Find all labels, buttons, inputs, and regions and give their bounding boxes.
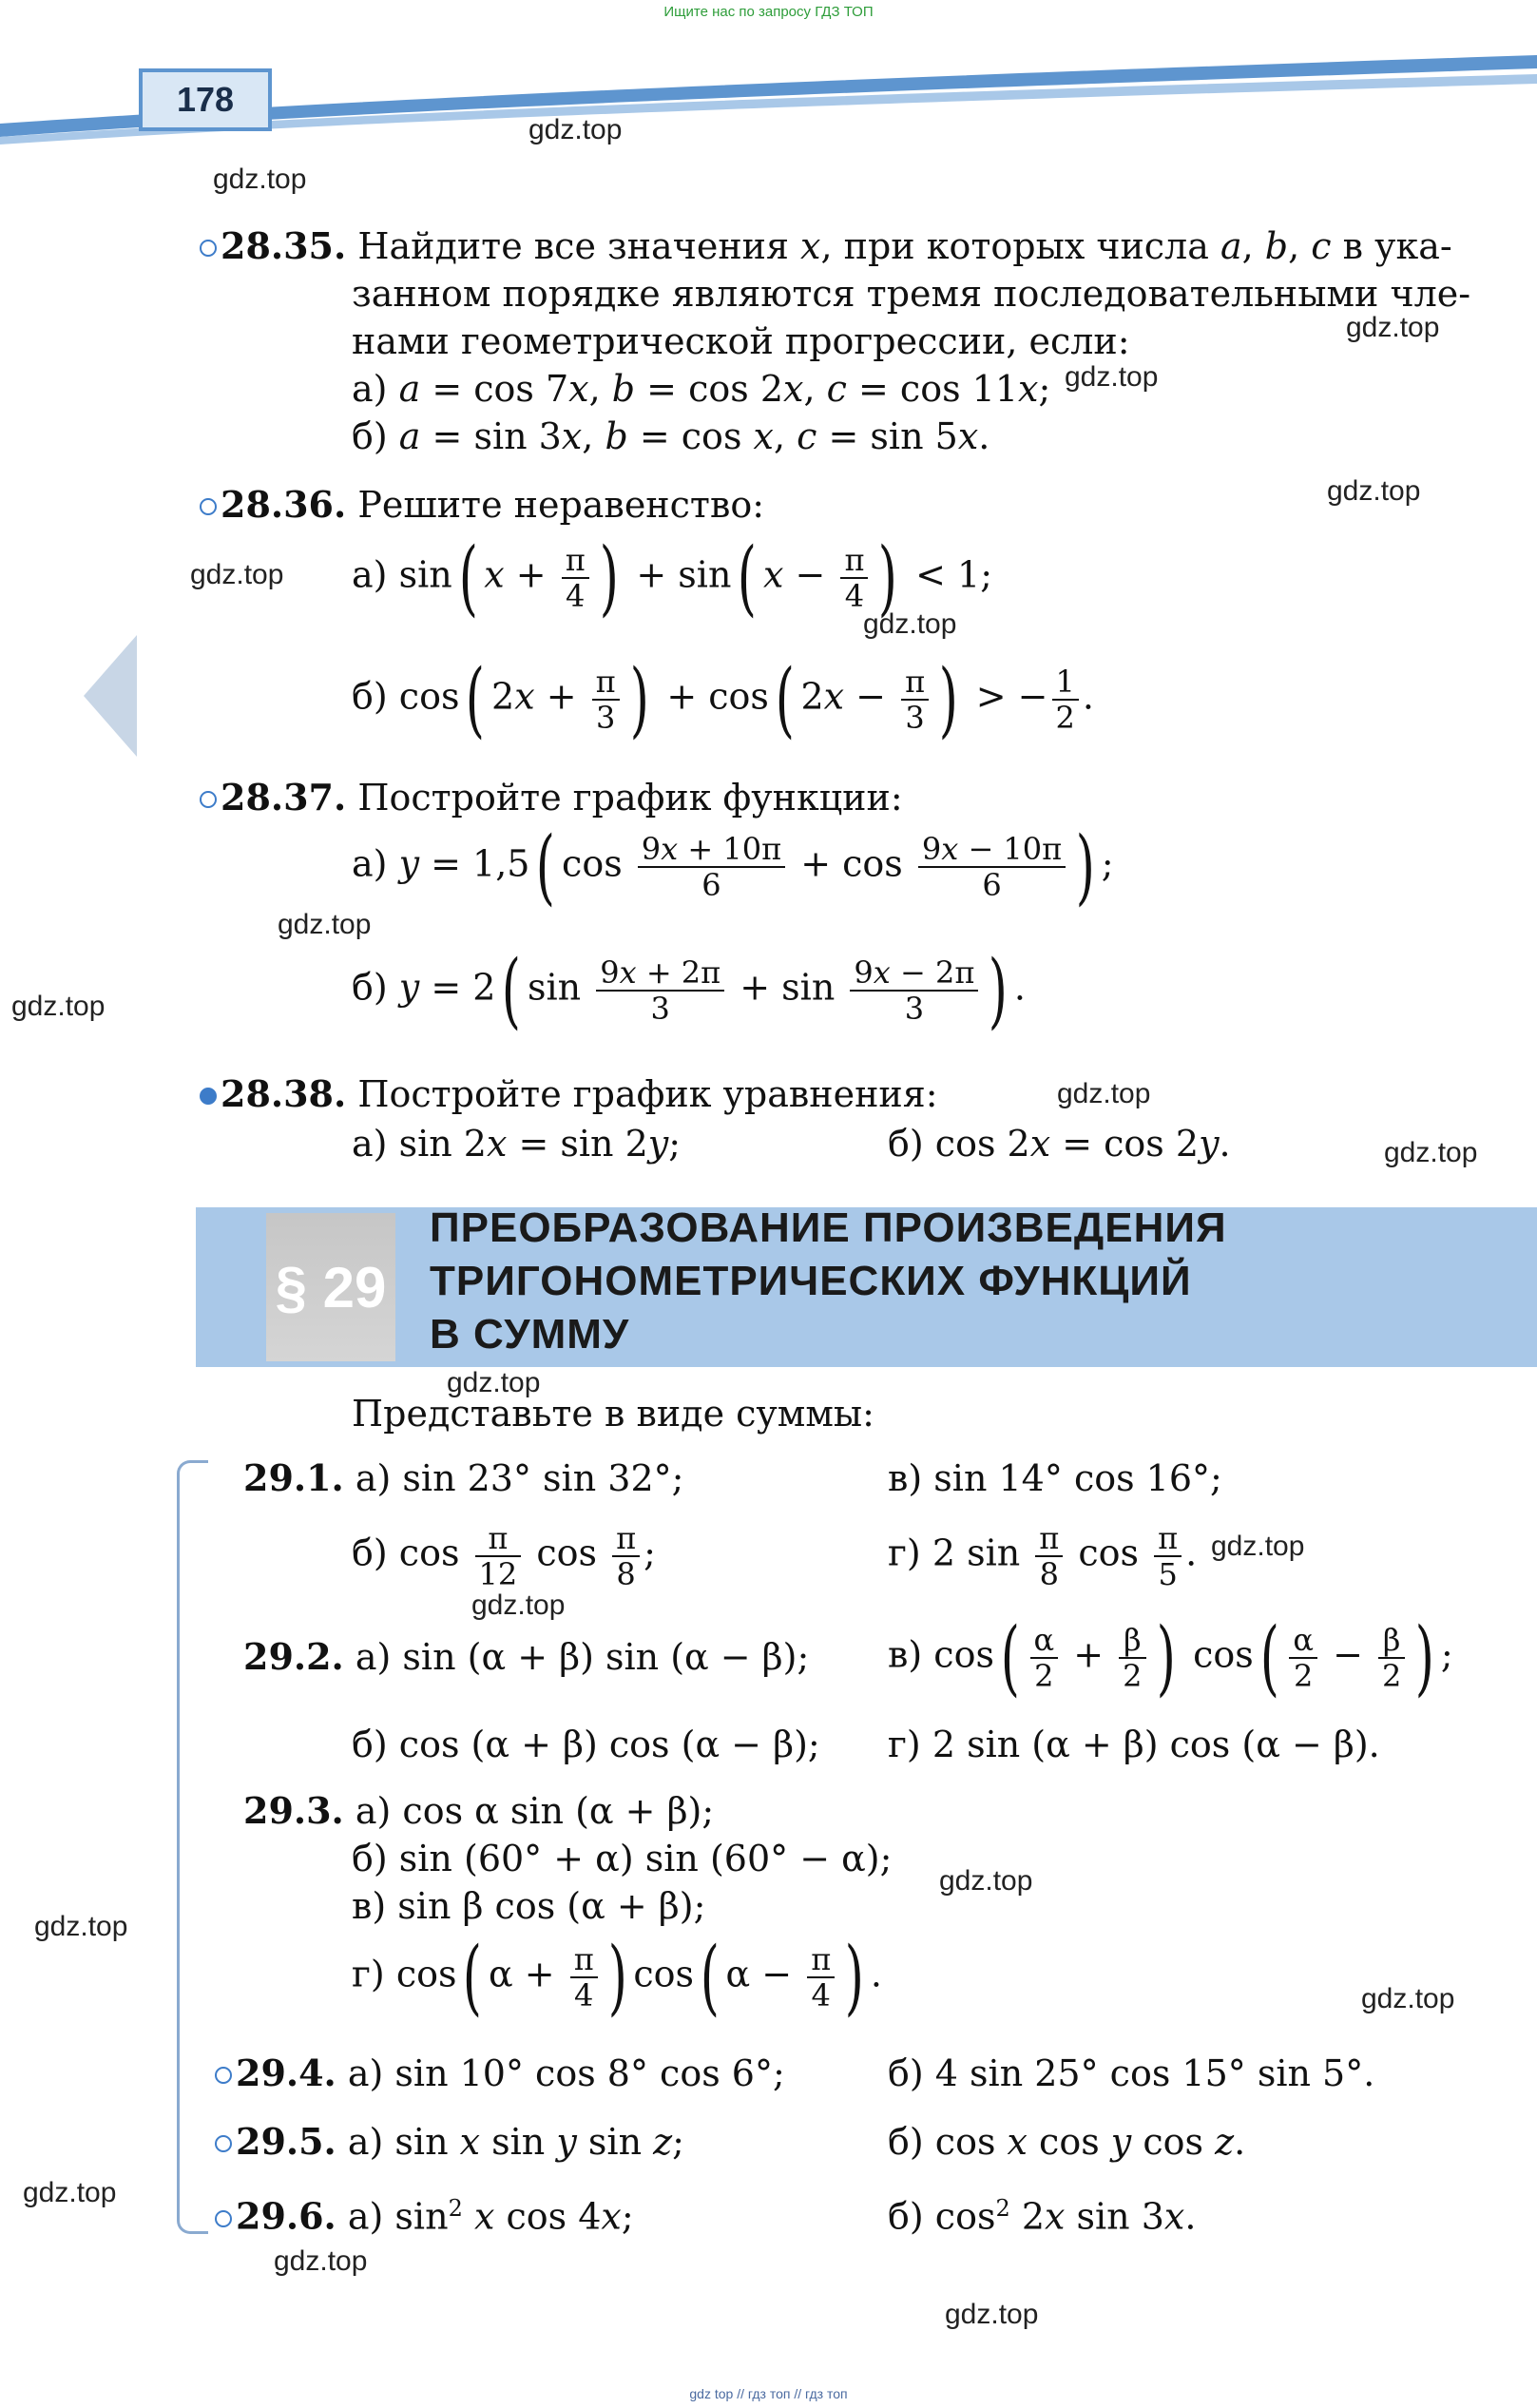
section-title-line: В СУММУ [430,1311,630,1358]
problem-29-1-v: в) sin 14° cos 16°; [888,1457,1222,1499]
section-number: § 29 [266,1213,395,1361]
problem-29-3-v: в) sin β cos (α + β); [352,1885,706,1927]
watermark: gdz.top [23,2177,117,2208]
problem-29-5-a: 29.5. а) sin x sin y sin z; [215,2120,684,2164]
problem-29-3-g: г) cos( α + $\frac{\pi}{4}$ ) cos( α − $\frac{\pi}{4}$ ) . [352,1930,882,2025]
watermark: gdz.top [1057,1078,1151,1109]
problem-29-5-b: б) cos x cos y cos z. [888,2121,1246,2163]
item-label: а) [352,1123,388,1165]
watermark: gdz.top [447,1367,541,1398]
problem-29-2-a: 29.2. а) sin (α + β) sin (α − β); [243,1635,810,1678]
watermark: gdz.top [213,164,307,195]
problem-29-1-a: 29.1. а) sin 23° sin 32°; [243,1456,684,1499]
problem-28-38-b: б) cos 2x = cos 2y. [888,1123,1231,1165]
watermark: gdz.top [1384,1137,1478,1168]
problem-28-35-line1: 28.35. Найдите все значения x, при которых числа a, b, c в ука- [200,224,1452,268]
problem-28-37-b: б) y = 2( sin $\frac{9x + 2\pi}{3}$ + sin $\frac{9x - 2\pi}{3}$ ) . [352,943,1027,1038]
problem-28-35-line3: нами геометрической прогрессии, если: [352,320,1130,362]
watermark: gdz.top [945,2299,1039,2330]
problem-text: Постройте график уравнения: [357,1073,938,1115]
problem-number: 29.3. [243,1789,344,1832]
problem-29-2-v: в) cos( $\frac{\alpha}{2}$ + $\frac{\beta}{2}$ ) cos( $\frac{\alpha}{2}$ − $\frac{\beta}{2}$ ) ; [888,1610,1453,1705]
problem-29-1-g: г) 2 sin $\frac{\pi}{8}$ cos $\frac{\pi}{5}$ . [888,1520,1198,1592]
watermark: gdz.top [471,1589,566,1621]
level-circle-icon [200,240,217,257]
section-title-line: ПРЕОБРАЗОВАНИЕ ПРОИЗВЕДЕНИЯ [430,1204,1227,1251]
watermark: gdz.top [1211,1531,1305,1562]
level-circle-icon [215,2135,232,2152]
level-circle-icon [215,2067,232,2084]
problem-29-4-b: б) 4 sin 25° cos 15° sin 5°. [888,2052,1375,2094]
problem-number: 29.5. [236,2120,336,2163]
watermark: gdz.top [190,559,284,590]
problem-28-37-a: а) y = 1,5( cos $\frac{9x + 10\pi}{6}$ + cos $\frac{9x - 10\pi}{6}$ ) ; [352,819,1114,915]
problem-28-35-b: б) a = sin 3x, b = cos x, c = sin 5x. [352,415,990,457]
problem-text: при которых числа [843,225,1209,267]
problem-29-6-b: б) $\cos^2 2x$ sin 3x. [888,2195,1197,2238]
section-intro: Представьте в виде суммы: [352,1393,874,1435]
watermark: gdz.top [528,114,623,145]
problem-group-bracket [177,1460,208,2234]
watermark: gdz.top [939,1865,1033,1897]
item-label: а) [352,553,388,596]
problem-number: 28.37. [221,776,347,819]
problem-29-2-g: г) 2 sin (α + β) cos (α − β). [888,1724,1380,1765]
problem-number: 29.6. [236,2194,336,2238]
bottom-note: gdz top // гдз топ // гдз топ [689,2386,848,2401]
problem-28-36-b: б) cos( 2x + $\frac{\pi}{3}$ ) + cos( 2x − $\frac{\pi}{3}$ ) > − $\frac{1}{2}$ . [352,652,1094,747]
problem-number: 28.35. [221,224,347,267]
problem-28-35-a: а) a = cos 7x, b = cos 2x, c = cos 11x; [352,368,1051,410]
watermark: gdz.top [274,2245,368,2277]
item-label: б) [352,966,388,1009]
problem-29-4-a: 29.4. а) sin 10° cos 8° cos 6°; [215,2052,785,2095]
problem-29-2-b: б) cos (α + β) cos (α − β); [352,1724,820,1765]
problem-number: 28.38. [221,1072,347,1115]
watermark: gdz.top [1346,312,1440,343]
watermark: gdz.top [1065,361,1159,393]
level-circle-icon [200,498,217,515]
problem-29-6-a: 29.6. а) $\sin^2 x$ cos 4x; [215,2186,634,2239]
problem-number: 29.1. [243,1456,344,1499]
problem-number: 28.36. [221,483,347,526]
problem-28-36-title [200,483,764,527]
watermark: gdz.top [863,608,957,640]
item-label: а) [352,368,388,410]
problem-text: Решите неравенство: [357,484,765,526]
problem-number: 29.2. [243,1635,344,1678]
problem-29-3-a: 29.3. а) cos α sin (α + β); [243,1789,715,1832]
problem-28-36-a: а) sin( x + $\frac{\pi}{4}$ ) + sin( x − $\frac{\pi}{4}$ ) < 1; [352,530,993,626]
item-label: а) [352,842,388,885]
problem-text: в ука- [1342,225,1452,267]
item-label: б) [352,675,388,718]
problem-text: Найдите все значения [357,225,789,267]
level-circle-icon [215,2210,232,2227]
level-filled-circle-icon [200,1088,217,1105]
problem-number: 29.4. [236,2052,336,2094]
watermark: gdz.top [1361,1983,1455,2014]
problem-28-38-a: а) sin 2x = sin 2y; [352,1123,682,1165]
watermark: gdz.top [34,1911,128,1942]
problem-text: Постройте график функции: [357,777,903,819]
problem-28-35-line2: занном порядке являются тремя последовательными чле- [352,273,1471,315]
section-title [430,1202,1227,1361]
watermark: gdz.top [1327,475,1421,507]
level-circle-icon [200,791,217,808]
page-number: 178 [139,68,272,131]
side-tab-arrow [84,635,137,757]
top-note: Ищите нас по запросу ГДЗ ТОП [663,4,874,20]
problem-28-37-title [200,776,903,819]
item-label: б) [352,415,388,457]
problem-28-38-title [200,1072,938,1116]
problem-29-1-b: б) cos $\frac{\pi}{12}$ cos $\frac{\pi}{8}$ ; [352,1520,656,1592]
problem-29-3-b: б) sin (60° + α) sin (60° − α); [352,1838,893,1879]
watermark: gdz.top [278,909,372,940]
watermark: gdz.top [11,991,106,1022]
section-title-line: ТРИГОНОМЕТРИЧЕСКИХ ФУНКЦИЙ [430,1258,1192,1304]
item-label: б) [888,1123,924,1165]
